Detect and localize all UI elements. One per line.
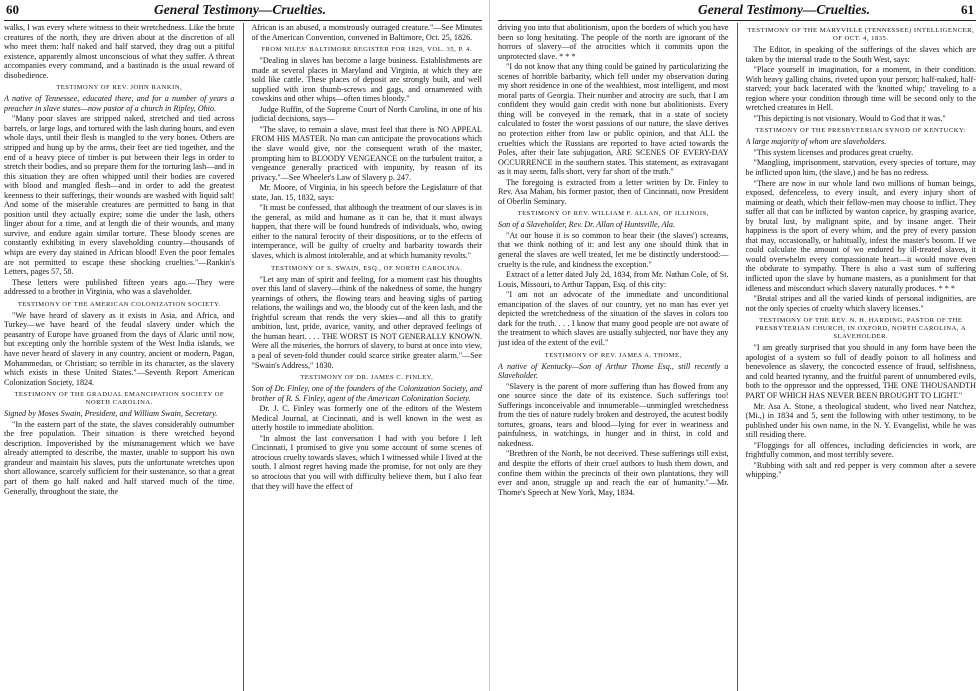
gutter (489, 0, 490, 691)
section-heading: TESTIMONY OF THE REV. N. H. HARDING, PASTOR OF THE PRESBYTERIAN CHURCH, IN OXFORD, NORTH CAROLINA, A SLAVEHOLDER. (755, 317, 967, 341)
quotation: "I am not an advocate of the immediate and unconditional emancipation of the slaves of our country, yet no man has ever yet depicted the wretchedness of the situation of the slaves in colors too dark for the truth. . . . I know that many good people are not aware of the treatment to which slaves are usually subjected, nor have they any just idea of the extent of the evil." (498, 290, 729, 347)
paragraph: The foregoing is extracted from a letter written by Dr. Finley to Rev. Asa Mahan, his former pastor, then of Cincinnati, now President of Oberlin Seminary. (498, 177, 729, 206)
paragraph: Extract of a letter dated July 2d, 1834, from Mr. Nathan Cole, of St. Louis, Missouri, to Arthur Tappan, Esq. of this city: (498, 270, 729, 289)
paragraph: Dr. J. C. Finley was formerly one of the editors of the Western Medical Journal, at Cincinnati, and is well known in the west as utterly hostile to immediate abolition. (251, 404, 482, 433)
subheading: A large majority of whom are slaveholders. (745, 137, 887, 147)
section-heading: TESTIMONY OF THE PRESBYTERIAN SYNOD OF KENTUCKY: (755, 127, 967, 135)
right-page-header (498, 0, 976, 21)
left-page-header (4, 0, 482, 21)
quotation: "In almost the last conversation I had with you before I left Cincinnati, I promised to give you some account of some scenes of atrocious cruelty towards slaves, which I witnessed while I lived at the south. I almost regret having made the promise, for not only are they so atrocious that you will with difficulty believe them, but I also fear that they will have the effect of (251, 433, 482, 491)
quotation: "I do not know that any thing could be gained by particularizing the scenes of horrible barbarity, which fell under my observation during my short residence in one of the wealthiest, most intelligent, and most moral parts of Georgia. Their number and atrocity are such, that I am confident they would gain credit with none but abolitionists. Every thing will be conveyed in the remark, that in a state of society calculated to foster the worst passions of our nature, the slave derives no protection either from law or public opinion, and that ALL the cruelties which the Russians are reported to have acted towards the Poles, after their late subjugation, ARE SCENES OF EVERY-DAY OCCURRENCE in the southern states. This statement, as extravagant as it may seem, falls short, very far short of the truth." (498, 62, 729, 177)
quotation: "Floggings for all offences, including deficiencies in work, are frightfully common, and most terribly severe. (745, 440, 976, 460)
right-page (494, 0, 980, 691)
quotation: "At our house it is so common to hear their (the slaves') screams, that we think nothing of it: and lest any one should think that in general the slaves are well treated, let me be distinctly understood:—cruelty is the rule, and kindness the exception." (498, 230, 729, 269)
left-page-columns (4, 23, 482, 691)
subheading: Signed by Moses Swain, President, and William Swain, Secretary. (4, 409, 218, 419)
paragraph: These letters were published fifteen years ago.—They were addressed to a brother in Virginia, who was a slaveholder. (4, 277, 235, 297)
quotation: "We have heard of slavery as it exists in Asia, and Africa, and Turkey—we have heard of the feudal slavery under which the peasantry of Europe have groaned from the days of Alaric until now, but excepting only the horrible system of the West India islands, we have never heard of slavery in any country, ancient or modern, Pagan, Mohammedan, or Christian; so terrible in its character, as the slavery which exists in these United States."—Seventh Report American Colonization Society, 1824. (4, 310, 235, 387)
quotation: "Dealing in slaves has become a large business. Establishments are made at several places in Maryland and Virginia, at which they are sold like cattle. These places of deposit are strongly built, and well supplied with iron thumb-screws and gags, and ornamented with cowskins and other whips—often times bloody." (251, 56, 482, 104)
section-heading: TESTIMONY OF THE AMERICAN COLONIZATION SOCIETY. (17, 300, 221, 308)
section-heading: TESTIMONY OF REV. WILLIAM F. ALLAN, OF ILLINOIS, (517, 210, 709, 218)
paragraph: Judge Ruffin, of the Supreme Court of North Carolina, in one of his judicial decisions, says— (251, 104, 482, 124)
section-heading: TESTIMONY OF REV. JAMES A. THOME, (544, 351, 682, 359)
section-heading: TESTIMONY OF DR. JAMES C. FINLEY, (300, 374, 434, 382)
quotation: "Place yourself in imagination, for a moment, in their condition. With heavy galling chains, riveted upon your person; half-naked, half-starved; your back lacerated with the 'knotted whip;' traveling to a region where your condition through time will be second only to the wretched creatures in Hell. (745, 65, 976, 113)
column-rule (737, 23, 738, 691)
column-left-2 (252, 23, 483, 691)
quotation: "Let any man of spirit and feeling, for a moment cast his thoughts over this land of slavery—think of the nakedness of some, the hungry yearnings of others, the flowing tears and heaving sighs of parting relations, the wailings and wo, the bloody cut of the keen lash, and the frightful scream that rends the very skies—and all this to gratify ambition, lust, pride, avarice, vanity, and other depraved feelings of the human heart. . . . THE WORST IS NOT GENERALLY KNOWN. Were all the miseries, the horrors of slavery, to burst at once into view, a peal of seven-fold thunder could scarce strike greater alarm."—See "Swain's Address," 1830. (251, 274, 482, 370)
section-heading: TESTIMONY OF THE GRADUAL EMANCIPATION SOCIETY OF NORTH CAROLINA. (14, 391, 225, 407)
quotation: "Mangling, imprisonment, starvation, every species of torture, may be inflicted upon him, (the slave,) and he has no redress. (745, 158, 976, 178)
column-right-2 (746, 23, 977, 691)
section-heading: TESTIMONY OF THE MARYVILLE (TENNESSEE) INTELLIGENCER, OF OCT. 4, 1835. (747, 27, 975, 42)
quotation: "Brutal stripes and all the varied kinds of personal indignities, are not the only species of cruelty which slavery licenses." (745, 294, 976, 313)
column-rule (243, 23, 244, 691)
quotation: "It must be confessed, that although the treatment of our slaves is in the general, as mild and humane as it can be, that it must always happen, that there will be found hundreds of individuals, who, owing either to the natural ferocity of their dispositions, or to the effects of intemperance, will be guilty of cruelty and barbarity towards their slaves, which is almost intolerable, and at which humanity revolts." (251, 203, 482, 261)
running-title: General Testimony—Cruelties. (698, 2, 871, 17)
quotation: "Brethren of the North, be not deceived. These sufferings still exist, and despite the efforts of their cruel authors to hush them down, and confine them within the precincts of their own plantations, they will ever and anon, struggle up and reach the ear of humanity."—Mr. Thome's Speech at New York, May, 1834. (498, 449, 729, 497)
paragraph: African is an abused, a monstrously outraged creature."—See Minutes of the American Convention, convened in Baltimore, Oct. 25, 1826. (251, 23, 482, 42)
section-heading: TESTIMONY OF S. SWAIN, ESQ., OF NORTH CAROLINA. (271, 264, 463, 272)
running-title: General Testimony—Cruelties. (154, 2, 327, 17)
paragraph: Mr. Asa A. Stone, a theological student, who lived near Natchez, (Mi.,) in 1834 and 5, sent the following with other testimony, to be published under his own name, in the N. Y. Evangelist, while he was still residing there. (745, 401, 976, 440)
paragraph: walks, I was every where witness to their wretchedness. Like the brute creatures of the north, they are driven about at the discretion of all who meet them: half naked and half starved, they drag out a pitiful existence, apparently almost unconscious of what they suffer. A threat accompanies every command, and a bastinado is the usual reward of disobedience. (4, 23, 235, 80)
quotation: "This system licenses and produces great cruelty. (753, 147, 914, 157)
subheading: Son of Dr. Finley, one of the founders of the Colonization Society, and brother of R. S. Finley, agent of the American Colonization Society. (251, 384, 482, 403)
quotation: "This depicting is not visionary. Would to God that it was." (753, 113, 946, 123)
page-number: 61 (961, 2, 974, 17)
subheading: A native of Kentucky—Son of Arthur Thome Esq., still recently a Slaveholder. (498, 361, 729, 381)
section-heading: TESTIMONY OF REV. JOHN RANKIN, (56, 84, 183, 92)
quotation: "There are now in our whole land two millions of human beings, exposed, defenceless, to every insult, and every injury short of maiming or death, which their fellow-men may choose to inflict. They suffer all that can be inflicted by wanton caprice, by grasping avarice, by brutal lust, by malignant spite, and by insane anger. Their happiness is the sport of every whim, and the prey of every passion that may, occasionally, or habitually, infest the master's bosom. If we could calculate the amount of wo endured by ill-treated slaves, it would overwhelm every compassionate heart—it would move even the obdurate to sympathy. There is also a vast sum of suffering inflicted upon the slave by humane masters, as a punishment for that idleness and misconduct which slavery naturally produces. * * * (745, 178, 976, 293)
quotation: "Many poor slaves are stripped naked, stretched and tied across barrels, or large logs, and tortured with the lash during hours, and even whole days, until their flesh is mangled to the very bones. Others are stripped and hung up by the arms, their feet are tied together, and the end of a heavy piece of timber is put between their legs in order to stretch their bodies, and so prepare them for the torturing lash—and in this situation they are often whipped until their bodies are covered with blood and mangled flesh—and in order to add the greatest keenness to their sufferings, their wounds are washed with liquid salt! And some of the miserable creatures are permitted to hang in that position until they actually expire; some die under the lash, others linger about for a time, and at length die of their wounds, and many survive, and endure again similar torture. These bloody scenes are constantly exhibiting in every slaveholding country—thousands of whips are every day stained in African blood! Even the poor females are not permitted to escape these shocking cruelties."—Rankin's Letters, pages 57, 58. (4, 114, 235, 277)
column-left-1 (4, 23, 235, 691)
paragraph: The Editor, in speaking of the sufferings of the slaves which are taken by the internal trade to the South West, says: (745, 45, 976, 64)
subheading: A native of Tennessee, educated there, and for a number of years a preacher in slave states—now pastor of a church in Ripley, Ohio. (4, 94, 235, 113)
section-heading: FROM NILES' BALTIMORE REGISTER FOR 1829, VOL. 35, P. 4. (261, 46, 473, 54)
quotation: "In the eastern part of the state, the slaves considerably outnumber the free population. Their situation is there wretched beyond description. Impoverished by the mismanagement which we have already attempted to describe, the master, unable to support his own grandeur and maintain his slaves, puts the unfortunate wretches upon short allowance, scarcely sufficient for their sustenance, so that a great part of them go half naked and half starved much of the time. Generally, throughout the state, the (4, 419, 235, 496)
paragraph: Mr. Moore, of Virginia, in his speech before the Legislature of that state, Jan. 15, 1832, says: (251, 183, 482, 202)
quotation: "Rubbing with salt and red pepper is very common after a severe whipping." (745, 460, 976, 480)
quotation: "Slavery is the parent of more suffering than has flowed from any one source since the date of its existence. Such sufferings too! Sufferings inconceivable and innumerable—unmingled wretchedness from the ties of nature rudely broken and destroyed, the acutest bodily tortures, groans, tears and blood—lying for ever in weariness and painfulness, in watchings, in hunger and in thirst, in cold and nakedness. (498, 381, 729, 448)
page-number: 60 (6, 2, 19, 17)
quotation: "I am greatly surprised that you should in any form have been the apologist of a system so full of deadly poison to all holiness and benevolence as slavery, the concocted essence of fraud, selfishness, and cold hearted tyranny, and the fruitful parent of unnumbered evils, both to the oppressor and the oppressed, THE ONE THOUSANDTH PART OF WHICH HAS NEVER BEEN BROUGHT TO LIGHT." (745, 343, 976, 400)
quotation: "The slave, to remain a slave, must feel that there is NO APPEAL FROM HIS MASTER. No man can anticipate the provocations which the slave would give, nor the consequent wrath of the master, prompting him to BLOODY VENGEANCE on the turbulent traitor, a vengeance generally practiced with impunity, by reason of its privacy."—See Wheeler's Law of Slavery p. 247. (251, 124, 482, 182)
right-page-columns (498, 23, 976, 691)
left-page (0, 0, 486, 691)
subheading: Son of a Slaveholder, Rev. Dr. Allan of Huntsville, Ala. (498, 220, 675, 230)
paragraph: driving you into that abolitionism, upon the borders of which you have been so long hesitating. The people of the north are ignorant of the horrors of slavery—of the atrocities which it commits upon the unprotected slave. * * * (498, 23, 729, 61)
column-right-1 (498, 23, 729, 691)
